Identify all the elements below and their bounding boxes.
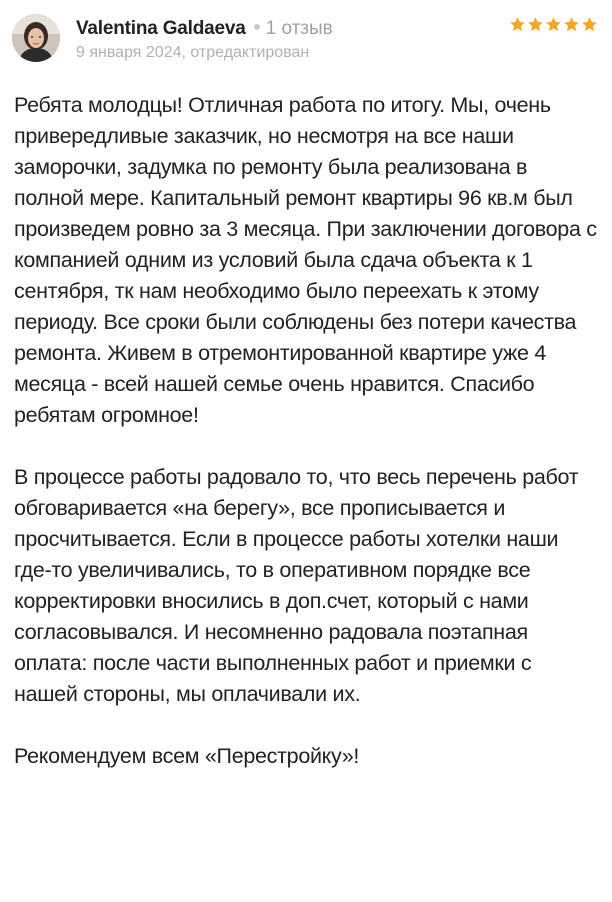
review-paragraph: Ребята молодцы! Отличная работа по итогу. Мы, очень привередливые заказчик, но несмотря на все наши заморочки, задумка по ремонту была реализована в полной мере. Капитальный ремонт квартиры 96 кв.м был произведем ровно за 3 месяца. При заключении договора с компанией одним из условий была сдача объекта к 1 сентября, тк нам необходимо было переехать к этому периоду. Все сроки были соблюдены без потери качества ремонта. Живем в отремонтированной квартире уже 4 месяца - всей нашей семье очень нравится. Спасибо ребятам огромное! [14, 93, 597, 427]
author-info [76, 16, 496, 62]
user-photo-avatar-icon [12, 14, 60, 62]
star-icon [509, 16, 526, 33]
author-avatar[interactable] [12, 14, 60, 62]
star-icon [581, 16, 598, 33]
star-icon [545, 16, 562, 33]
author-line [76, 16, 496, 42]
star-rating [509, 16, 598, 36]
star-icon [563, 16, 580, 33]
star-icon [527, 16, 544, 33]
review-paragraph: Рекомендуем всем «Перестройку»! [14, 744, 360, 768]
author-name[interactable]: Valentina Galdaeva [76, 18, 246, 39]
review-date: 9 января 2024, отредактирован [76, 44, 310, 61]
review-paragraph: В процессе работы радовало то, что весь перечень работ обговаривается «на берегу», все прописывается и просчитывается. Если в процессе работы хотелки наши где-то увеличивались, то в оперативном порядке все корректировки вносились в доп.счет, который с нами согласовывался. И несомненно радовала поэтапная оплата: после части выполненных работ и приемки с нашей стороны, мы оплачивали их. [14, 465, 579, 706]
review-header [12, 14, 600, 66]
separator-dot [254, 24, 260, 30]
review-count: 1 отзыв [265, 18, 333, 39]
review-text [14, 90, 598, 772]
